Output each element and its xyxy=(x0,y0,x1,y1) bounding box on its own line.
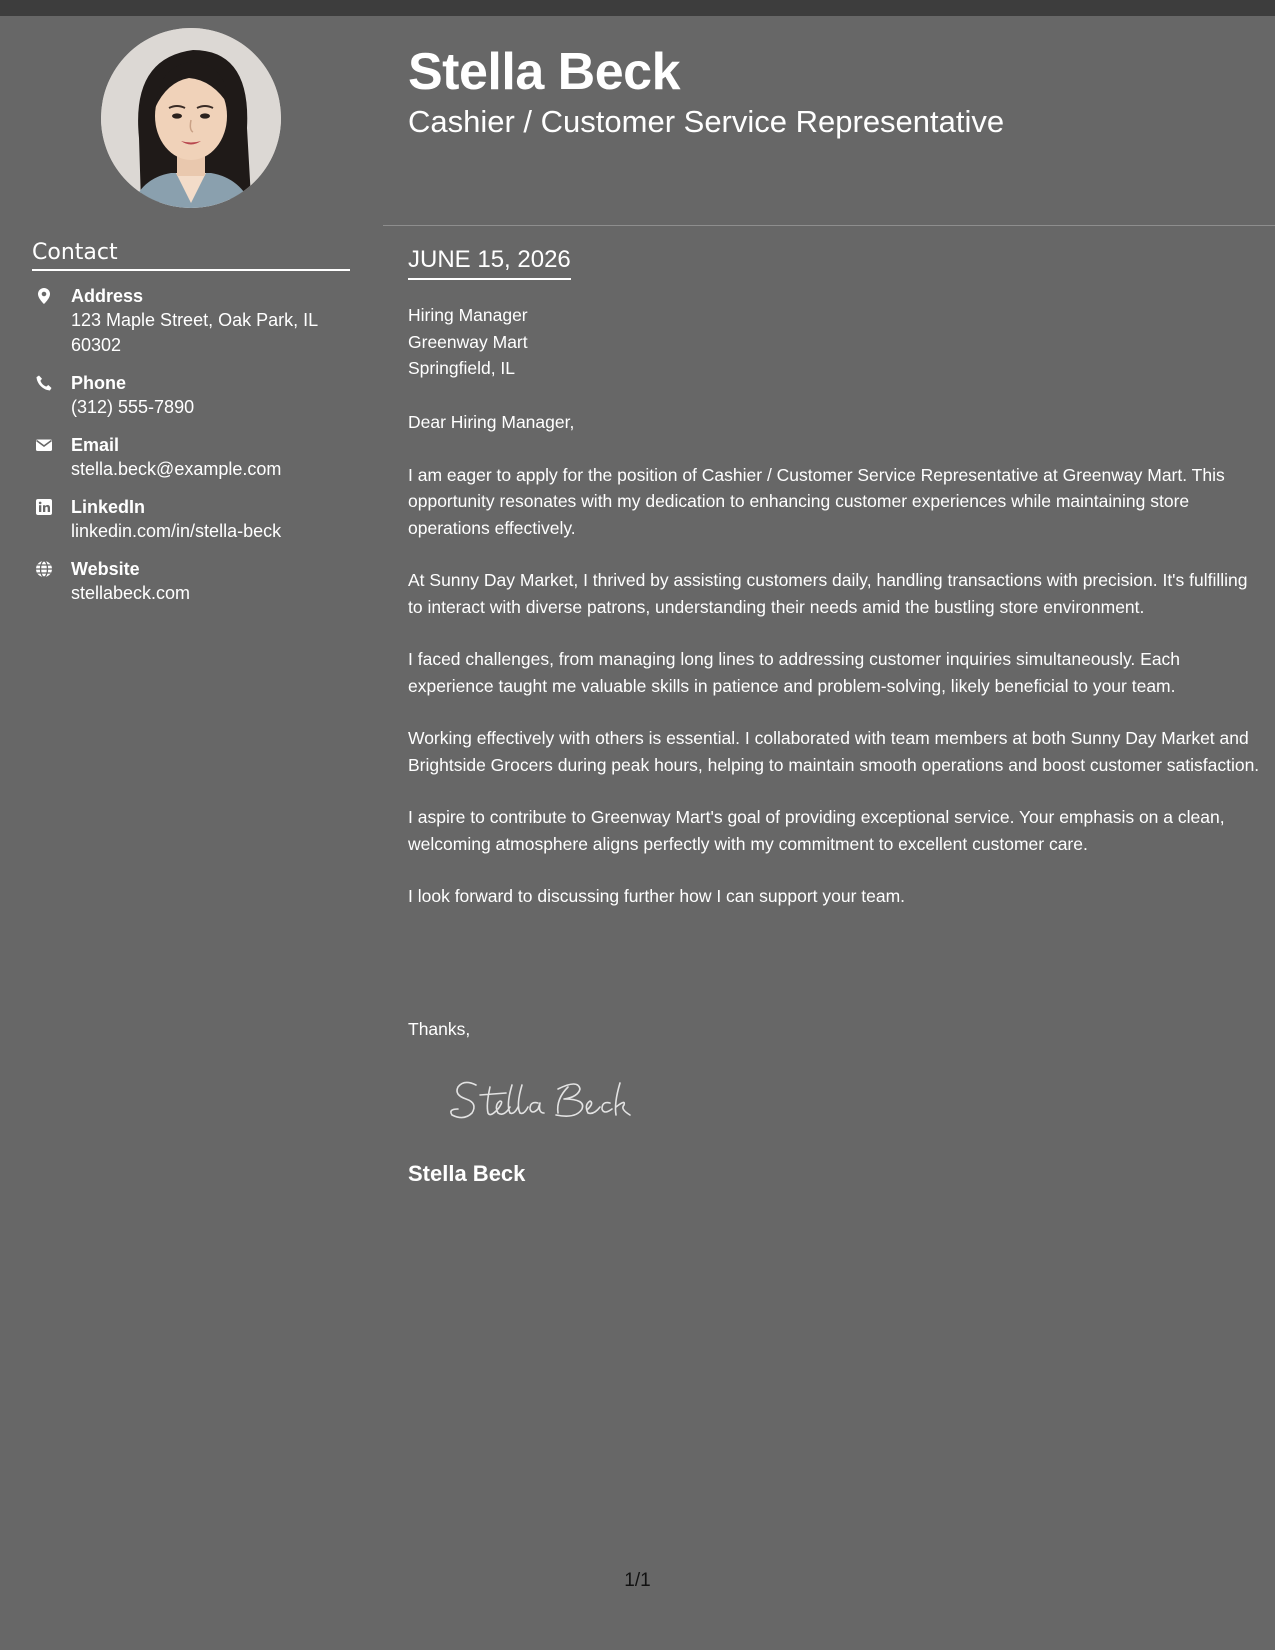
letter-date: JUNE 15, 2026 xyxy=(408,244,571,280)
contact-label: Email xyxy=(71,435,120,455)
contact-label: Website xyxy=(71,559,140,579)
profile-photo xyxy=(101,28,281,208)
contact-value: stellabeck.com xyxy=(71,583,191,603)
contact-label: LinkedIn xyxy=(71,497,146,517)
email-icon xyxy=(35,436,53,454)
letter-paragraph: At Sunny Day Market, I thrived by assisting customers daily, handling transactions with precision. It's fulfilling to interact with diverse patrons, understanding their needs amid the bustling store environment. xyxy=(408,570,1248,617)
contact-value: linkedin.com/in/stella-beck xyxy=(71,521,282,541)
globe-icon xyxy=(35,560,53,578)
contact-item-phone xyxy=(32,371,352,420)
signed-name: Stella Beck xyxy=(408,1161,526,1186)
contact-label: Address xyxy=(71,286,144,306)
contact-value: 123 Maple Street, Oak Park, IL 60302 xyxy=(71,310,318,355)
location-pin-icon xyxy=(35,287,53,305)
phone-icon xyxy=(35,374,53,392)
letter-paragraph: I aspire to contribute to Greenway Mart's goal of providing exceptional service. Your emphasis on a clean, welcoming atmosphere aligns perfectly with my commitment to excellent customer care. xyxy=(408,807,1225,854)
letter-body xyxy=(408,409,1260,936)
top-bar xyxy=(0,0,1275,16)
letter-paragraph: I faced challenges, from managing long lines to addressing customer inquiries simultaneously. Each experience taught me valuable skills in patience and problem-solving, likely beneficial to your team. xyxy=(408,649,1181,696)
letter-paragraph: Working effectively with others is essential. I collaborated with team members at both Sunny Day Market and Brightside Grocers during peak hours, helping to maintain smooth operations and boost customer satisfaction. xyxy=(408,728,1260,775)
recipient-block xyxy=(408,302,528,382)
salutation: Dear Hiring Manager, xyxy=(408,412,575,432)
contact-item-linkedin xyxy=(32,495,352,544)
handwritten-signature xyxy=(446,1075,636,1125)
contact-item-website xyxy=(32,557,352,606)
page-number: 1/1 xyxy=(624,1570,651,1591)
linkedin-icon xyxy=(35,498,53,516)
contact-label: Phone xyxy=(71,373,127,393)
recipient-line: Hiring Manager xyxy=(408,305,528,325)
contact-item-address xyxy=(32,284,352,358)
contact-value: (312) 555-7890 xyxy=(71,397,195,417)
letter-closing: Thanks, xyxy=(408,1019,471,1039)
letter-paragraph: I am eager to apply for the position of Cashier / Customer Service Representative at Greenway Mart. This opportunity resonates with my dedication to enhancing customer experiences while maintaining store operations effectively. xyxy=(408,464,1225,538)
header-divider xyxy=(383,225,1275,226)
recipient-line: Springfield, IL xyxy=(408,358,516,378)
recipient-line: Greenway Mart xyxy=(408,331,528,352)
applicant-name: Stella Beck xyxy=(408,43,680,101)
contact-value: stella.beck@example.com xyxy=(71,459,282,479)
letter-paragraph: I look forward to discussing further how I can support your team. xyxy=(408,886,906,906)
contact-item-email xyxy=(32,433,352,482)
applicant-role: Cashier / Customer Service Representative xyxy=(408,104,1005,139)
contact-heading: Contact xyxy=(32,240,350,271)
contact-list xyxy=(32,284,352,619)
